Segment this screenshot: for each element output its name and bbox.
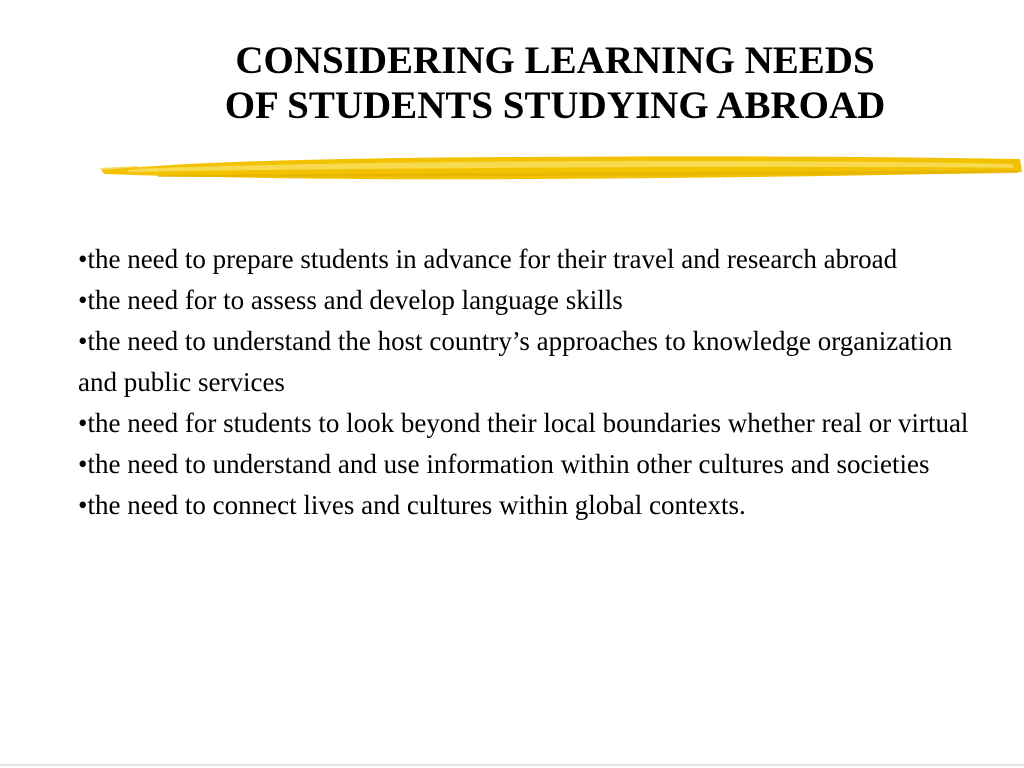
bullet-item-4: •the need for students to look beyond their local boundaries whether real or virtual	[78, 408, 969, 438]
bullet-item-2: •the need for to assess and develop language skills	[78, 285, 623, 315]
bullet-item-6: •the need to connect lives and cultures within global contexts.	[78, 490, 746, 520]
title-line-2: OF STUDENTS STUDYING ABROAD	[224, 84, 886, 127]
bullet-item-3: •the need to understand the host country’s approaches to knowledge organization and public services	[78, 326, 953, 397]
bullet-list	[78, 239, 978, 526]
title-line-1: CONSIDERING LEARNING NEEDS	[235, 39, 875, 82]
slide-title	[110, 38, 1000, 128]
bullet-item-1: •the need to prepare students in advance for their travel and research abroad	[78, 244, 898, 274]
yellow-brush-underline	[98, 148, 1024, 188]
bottom-divider	[0, 764, 1024, 766]
bullet-item-5: •the need to understand and use information within other cultures and societies	[78, 449, 930, 479]
